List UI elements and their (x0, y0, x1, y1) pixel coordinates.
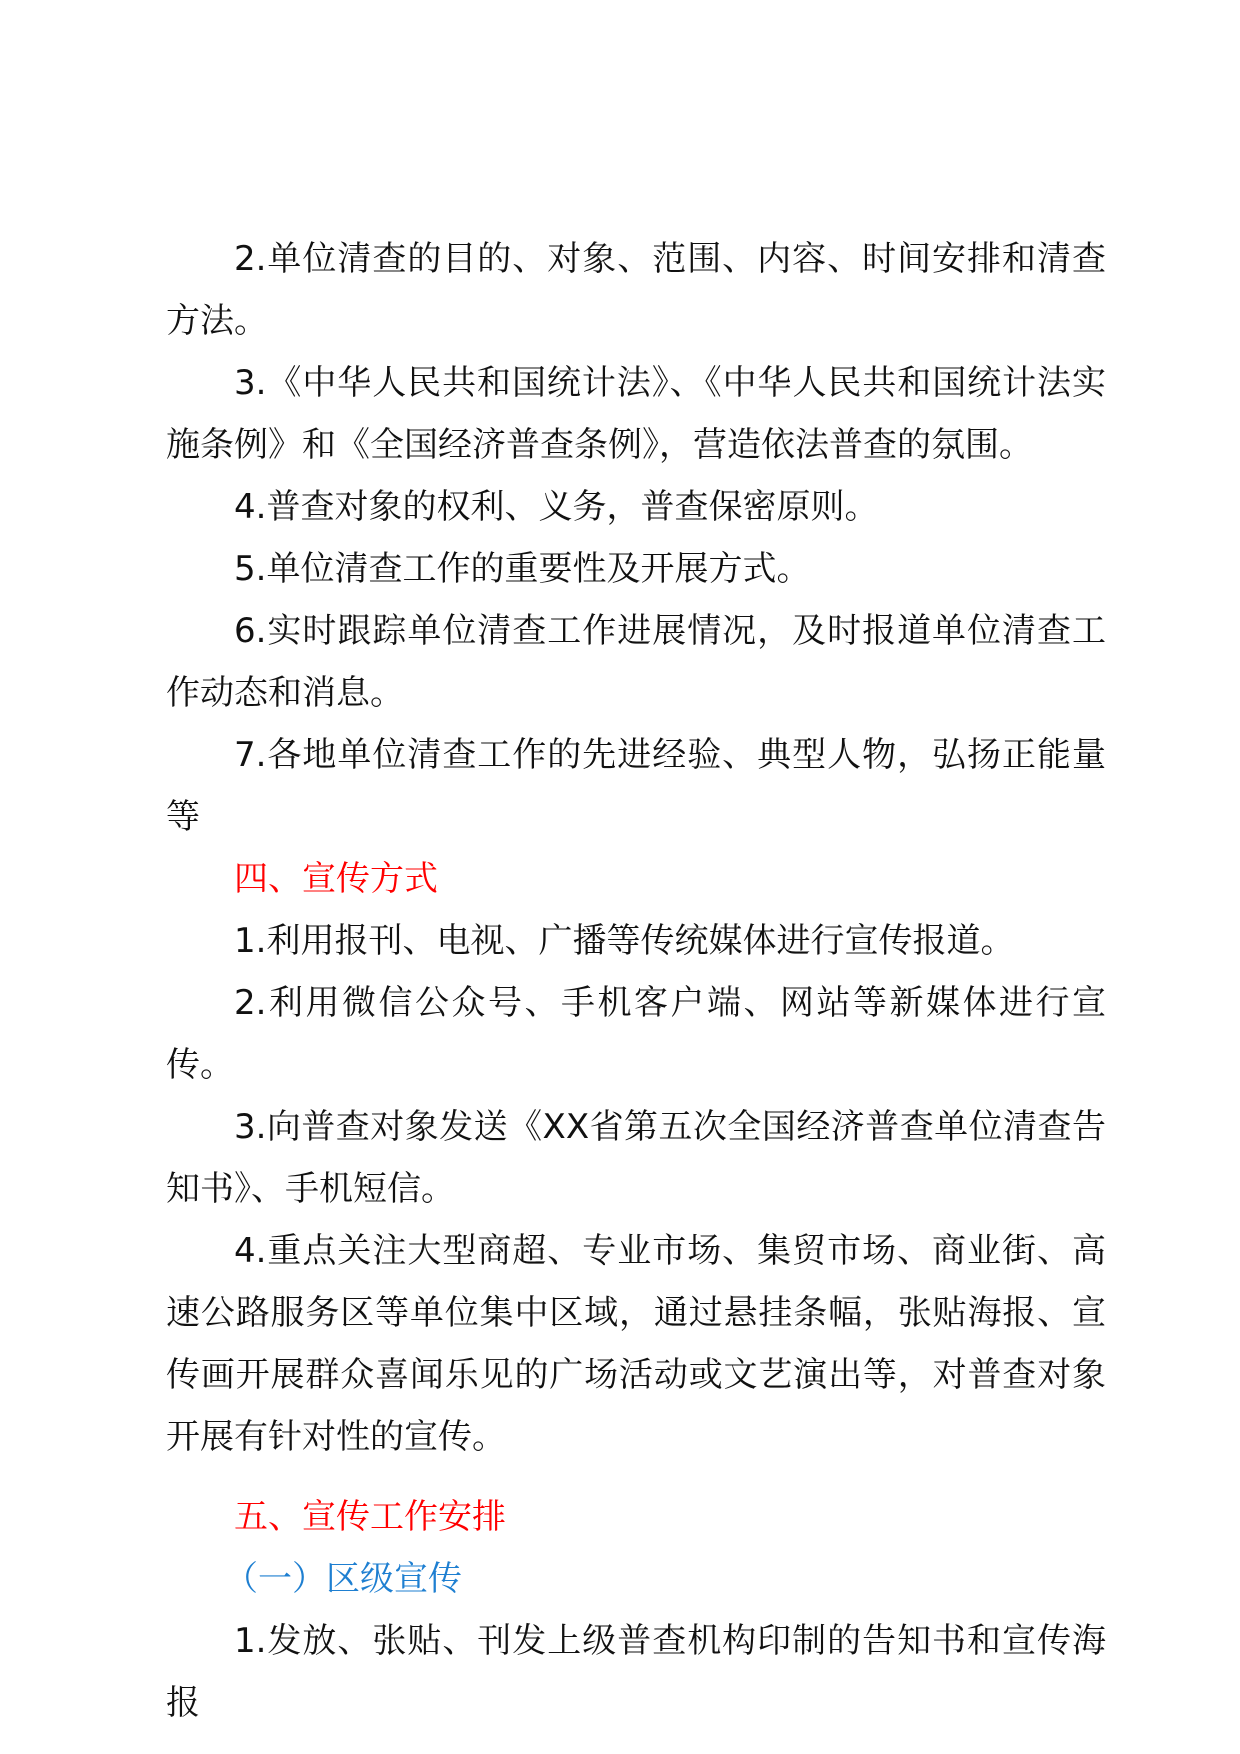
section-heading-publicity-methods: 四、宣传方式 (234, 859, 438, 899)
method-item-2: 2.利用微信公众号、手机客户端、网站等新媒体进行宣传。 (166, 983, 1106, 1085)
paragraph-item-5: 5.单位清查工作的重要性及开展方式。 (234, 549, 811, 589)
paragraph-item-7: 7.各地单位清查工作的先进经验、典型人物，弘扬正能量等 (166, 735, 1106, 837)
district-item-1: 1.发放、张贴、刊发上级普查机构印制的告知书和宣传海报 (166, 1621, 1106, 1723)
paragraph-item-3: 3.《中华人民共和国统计法》、《中华人民共和国统计法实施条例》和《全国经济普查条例》，营造依法普查的氛围。 (166, 363, 1106, 465)
document-body (166, 228, 1106, 1734)
paragraph-item-6: 6.实时跟踪单位清查工作进展情况，及时报道单位清查工作动态和消息。 (166, 611, 1106, 713)
method-item-4: 4.重点关注大型商超、专业市场、集贸市场、商业街、高速公路服务区等单位集中区域，通过悬挂条幅，张贴海报、宣传画开展群众喜闻乐见的广场活动或文艺演出等，对普查对象开展有针对性的宣传。 (166, 1231, 1106, 1457)
subsection-heading-district: （一）区级宣传 (224, 1559, 462, 1599)
method-item-1: 1.利用报刊、电视、广播等传统媒体进行宣传报道。 (234, 921, 1015, 961)
paragraph-item-2: 2.单位清查的目的、对象、范围、内容、时间安排和清查方法。 (166, 239, 1106, 341)
paragraph-item-4: 4.普查对象的权利、义务，普查保密原则。 (234, 487, 879, 527)
method-item-3: 3.向普查对象发送《XX省第五次全国经济普查单位清查告知书》、手机短信。 (166, 1107, 1106, 1209)
section-heading-work-arrangement: 五、宣传工作安排 (234, 1497, 506, 1537)
